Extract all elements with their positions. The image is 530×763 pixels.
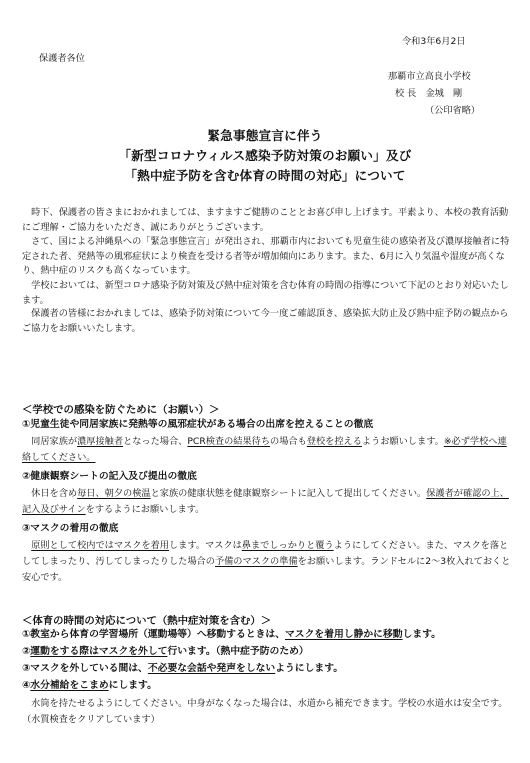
intro-paragraph-4: 保護者の皆様におかれましては、感染予防対策について今一度ご確認頂き、感染拡大防止及び熱中症予防の観点からご協力をお願いいたします。 <box>22 308 509 334</box>
item-2-body: 休日を含め毎日、朝夕の検温と家族の健康状態を健康観察シートに記入して提出してください。保護者が確認の上、記入及びサインをするようにお願いします。 <box>22 488 509 515</box>
title-line-1: 緊急事態宣言に伴う <box>207 128 323 143</box>
item-1-body: 同居家族が濃厚接触者となった場合、PCR検査の結果待ちの場合も登校を控えるようお願いします。※必ず学校へ連絡してください。 <box>22 436 507 463</box>
intro-paragraph-1: 時下、保護者の皆さまにおかれましては、ますますご健勝のこととお喜び申し上げます。平素より、本校の教育活動にご理解・ご協力をいただき、誠にありがとうございます。 <box>22 207 509 233</box>
addressee: 保護者各位 <box>39 53 85 64</box>
intro-paragraph-2: さて、国による沖縄県への「緊急事態宣言」が発出され、那覇市内においても児童生徒の感染者及び濃厚接触者に特定された者、発熱等の風邪症状により検査を受ける者等が増加傾向にあります。また、6月に入り気温や湿度が高くなり、熱中症のリスクも高くなっています。 <box>22 236 510 276</box>
pe-item-4: ④水分補給をこまめにします。 <box>22 680 157 691</box>
item-1-heading: ①児童生徒や同居家族に発熱等の風邪症状がある場合の出席を控えることの徹底 <box>22 419 374 430</box>
item-3-body: 原則として校内ではマスクを着用します。マスクは鼻までしっかりと覆うようにしてください。また、マスクを落としてしまったり、汚してしまったりした場合の予備のマスクの準備をお願いします。ランドセルに2～3枚入れておくと安心です。 <box>22 540 511 583</box>
section-heading-infection: ＜学校での感染を防ぐために（お願い）＞ <box>22 404 220 416</box>
intro-paragraph-3: 学校においては、新型コロナ感染予防対策及び熱中症対策を含む体育の時間の指導について下記のとおり対応いたします。 <box>22 280 509 306</box>
item-3-heading: ③マスクの着用の徹底 <box>22 523 119 534</box>
seal-note: （公印省略） <box>425 105 481 116</box>
pe-item-4-body: 水筒を持たせるようにしてください。中身がなくなった場合は、水道から補充できます。学校の水道水は安全です。（水質検査をクリアしています） <box>22 698 508 725</box>
pe-item-3: ③マスクを外している間は、不必要な会話や発声をしないようにします。 <box>22 663 344 674</box>
date: 令和3年6月2日 <box>402 36 466 47</box>
school-name: 那覇市立高良小学校 <box>388 71 471 82</box>
title-line-3: 「熱中症予防を含む体育の時間の対応」について <box>124 168 406 183</box>
section-heading-pe: ＜体育の時間の対応について（熱中症対策を含む）＞ <box>22 615 272 627</box>
item-2-heading: ②健康観察シートの記入及び提出の徹底 <box>22 471 197 482</box>
title-line-2: 「新型コロナウィルス感染予防対策のお願い」及び <box>118 148 412 163</box>
pe-item-2: ②運動をする際はマスクを外して行います。（熱中症予防のため） <box>22 646 309 657</box>
principal-name: 校 長 金城 剛 <box>395 88 463 99</box>
pe-item-1: ①教室から体育の学習場所（運動場等）へ移動するときは、マスクを着用し静かに移動します。 <box>22 629 441 640</box>
